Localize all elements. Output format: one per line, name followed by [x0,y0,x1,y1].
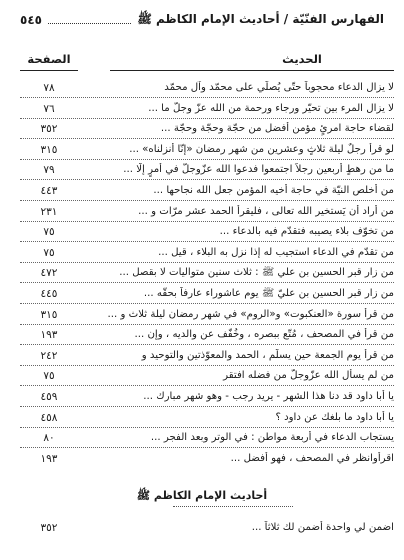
index-row [20,390,394,411]
row-divider [20,303,394,304]
hadith-text: ما من رهطٍ أربعين رجلاً اجتمعوا فدعوا الله عزّوجلّ في أمرٍ إلّا ... [123,164,394,176]
index-row [20,369,394,390]
index-row [20,308,394,329]
page-ref: ٣١٥ [40,308,58,321]
page-ref: ٤٧٢ [40,267,58,280]
header-rule-hadith [110,70,394,71]
index-row [20,266,394,287]
hadith-text: من أخلص النيّة في حاجة أخيه المؤمن جعل الله نجاحها ... [153,184,394,196]
index-row [20,521,394,542]
row-divider [20,427,394,428]
index-row [20,122,394,143]
index-row [20,205,394,226]
page-ref: ٣١٥ [40,143,58,156]
index-row [20,287,394,308]
row-divider [20,447,394,448]
hadith-index-list [20,81,394,472]
hadith-text: من أراد أن يَستخير الله تعالى ، فليقرأ الحمد عشر مرّات و ... [138,205,394,217]
hadith-text: يا أبا داود قد دنا هذا الشهر - يريد رجب - وهو شهر مبارك ... [143,390,394,402]
row-divider [20,179,394,180]
row-divider [20,200,394,201]
page-ref: ١٩٣ [40,329,58,342]
hadith-text: من تخوّف بلاء يصيبه فتقدّم فيه بالدعاء ... [219,226,394,238]
index-row [20,328,394,349]
section-title: أحاديث الإمام الكاظم ﷺ [136,489,268,502]
row-divider [20,241,394,242]
index-row [20,225,394,246]
page-ref: ٧٦ [43,102,55,115]
page-ref: ٣٥٢ [40,522,58,534]
hadith-text: لقضاء حاجة امرئٍ مؤمن أفضل من حجّة وحجّة وحجّة ... [160,123,394,135]
hadith-text: اضمن لي واحدة أضمن لك ثلاثاً ... [251,522,394,533]
hadith-text: من لم يسأل الله عزّوجلّ من فضله افتقر [223,370,394,382]
row-divider [20,221,394,222]
column-header-page: الصفحة [27,52,71,66]
index-row [20,246,394,267]
row-divider [20,365,394,366]
header-dotted-leader [48,23,131,24]
hadith-text: لا يزال المرء بين تحيّر ورجاء ورحمة من الله عزّ وجلّ ما ... [148,102,394,114]
hadith-text: من قرأ سورة «العنكبوت» و«الروم» في شهر رمضان ليلة ثلاث و ... [107,308,394,320]
index-row [20,163,394,184]
page-ref: ٢٤٢ [40,349,58,362]
page-ref: ٨٠ [43,432,55,445]
hadith-text: من زار قبر الحسين بن علي ﷺ : ثلاث سنين متواليات لا بقصل ... [119,267,394,279]
index-row [20,431,394,452]
index-row [20,411,394,432]
row-divider [20,159,394,160]
row-divider [20,344,394,345]
page-ref: ٧٨ [43,82,55,94]
page-ref: ٧٩ [43,164,55,177]
row-divider [20,385,394,386]
row-divider [20,406,394,407]
hadith-text: اقرأوانظر في المصحف ، فهو أفضل ... [230,452,394,464]
page-ref: ٧٥ [43,226,55,239]
page-ref: ٧٥ [43,246,55,259]
row-divider [20,97,394,98]
page-ref: ٤٤٣ [40,184,58,197]
page-ref: ٧٥ [43,370,55,383]
row-divider [20,324,394,325]
index-row [20,81,394,102]
row-divider [20,118,394,119]
row-divider [20,138,394,139]
page-ref: ٢٣١ [40,205,58,218]
section-entry-list [20,521,394,542]
column-header-hadith: الحديث [282,52,322,66]
hadith-text: يستجاب الدعاء في أربعة مواطن : في الوتر وبعد الفجر ... [150,432,394,444]
index-row [20,349,394,370]
page-ref: ٣٥٢ [40,123,58,136]
index-row [20,143,394,164]
running-header [20,10,384,30]
hadith-text: من تقدّم في الدعاء استجيب له إذا نزل به البلاء ، قيل ... [158,246,394,258]
row-divider [20,282,394,283]
section-title-underline [173,506,293,507]
hadith-text: لو قرأ رجلٌ ليلة ثلاثٍ وعشرين من شهر رمضان «إنّا أنزلناه» ... [129,143,394,155]
header-rule-page [20,70,78,71]
hadith-text: يا أبا داود ما بلغك عن داود ؟ [275,411,394,423]
index-row [20,184,394,205]
page-ref: ١٩٣ [40,452,58,465]
hadith-text: من قرأ في المصحف ، مُتّع ببصره ، وخُفّف عن والديه ، وإن ... [134,329,394,341]
page-number: ٥٤٥ [20,13,42,27]
index-row [20,452,394,473]
page-ref: ٤٥٩ [40,390,58,403]
row-divider [20,262,394,263]
page-ref: ٤٥٨ [40,411,58,424]
hadith-text: من زار قبر الحسين بن عليّ ﷺ يوم عاشوراء عارفاً بحقّه ... [143,287,394,299]
index-row [20,102,394,123]
page-ref: ٤٤٥ [40,287,58,300]
hadith-text: لا يزال الدعاء محجوباً حتّى يُصلّي على محمّد وآل محمّد [164,82,394,93]
header-title: الفهارس الفنّيّة / أحاديث الإمام الكاظم ﷺ [137,11,384,26]
hadith-text: من قرأ يوم الجمعة حين يسلّم ، الحمد والمعوّذتين والتوحيد و [141,349,394,361]
